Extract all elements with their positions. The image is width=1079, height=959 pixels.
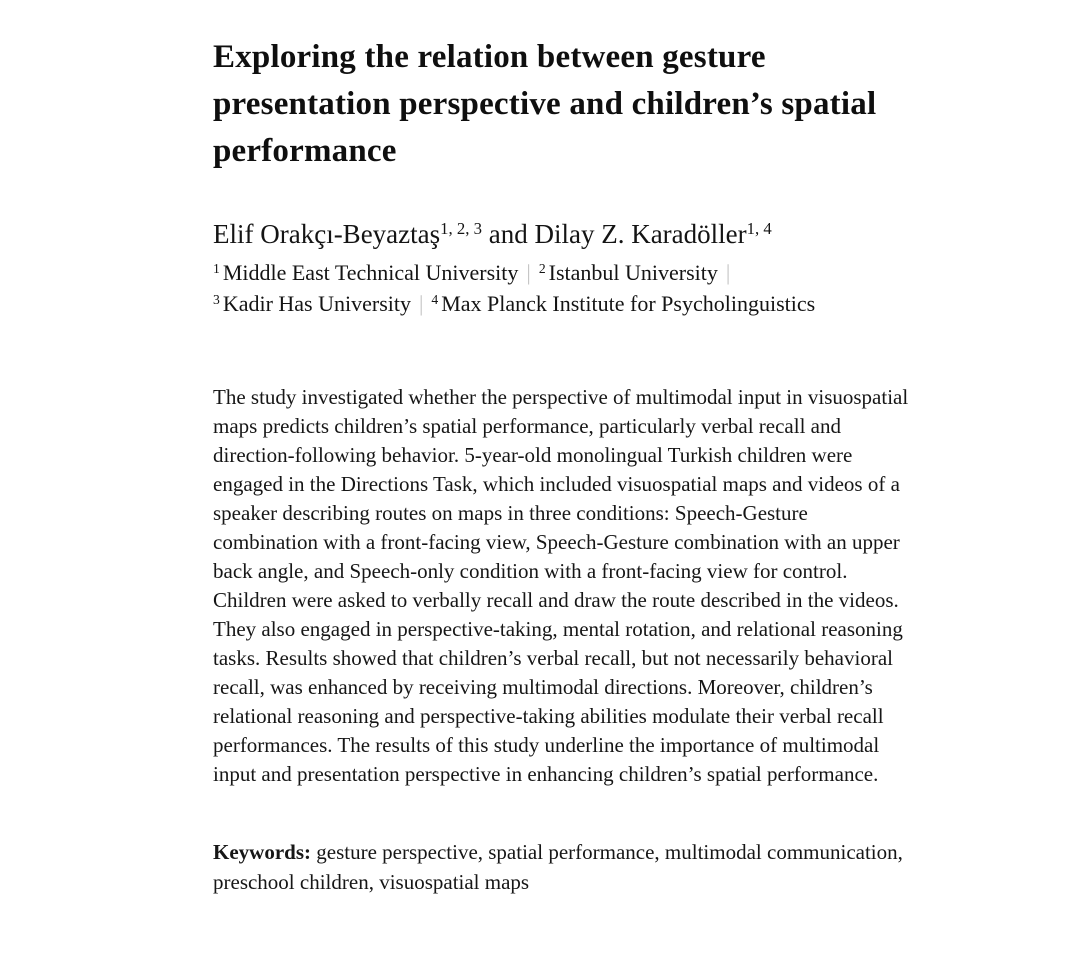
- author-2-name: Dilay Z. Karadöller: [534, 219, 747, 249]
- authors-conjunction: and: [481, 219, 535, 249]
- keywords-label: Keywords:: [213, 840, 311, 864]
- author-1-affiliation-superscript: 1, 2, 3: [440, 218, 482, 238]
- affiliation-4-name: Max Planck Institute for Psycholinguistics: [441, 291, 816, 316]
- paper-content-column: [213, 34, 913, 897]
- affiliation-separator: |: [526, 260, 531, 285]
- author-2-affiliation-superscript: 1, 4: [746, 218, 772, 238]
- affiliation-4-superscript: 4: [431, 291, 439, 307]
- affiliations-line-2: [213, 288, 913, 319]
- affiliations-block: [213, 257, 913, 319]
- affiliation-3-name: Kadir Has University: [222, 291, 411, 316]
- affiliation-1-name: Middle East Technical University: [222, 260, 519, 285]
- author-line: [213, 217, 913, 251]
- affiliation-separator: |: [419, 291, 424, 316]
- paper-title: Exploring the relation between gesture presentation perspective and children’s spatial performance: [213, 39, 877, 169]
- affiliation-2-name: Istanbul University: [548, 260, 718, 285]
- author-1-name: Elif Orakçı-Beyaztaş: [213, 219, 441, 249]
- affiliation-2-superscript: 2: [538, 260, 546, 276]
- affiliation-separator: |: [725, 260, 731, 285]
- keywords-text: gesture perspective, spatial performance, multimodal communication, preschool children, visuospatial maps: [213, 840, 903, 894]
- affiliation-1-superscript: 1: [213, 260, 220, 276]
- abstract-paragraph: The study investigated whether the perspective of multimodal input in visuospatial maps predicts children’s spatial performance, particularly verbal recall and direction-following behavior. 5-year-old monolingual Turkish children were engaged in the Directions Task, which included visuospatial maps and videos of a speaker describing routes on maps in three conditions: Speech-Gesture combination with a front-facing view, Speech-Gesture combination with an upper back angle, and Speech-only condition with a front-facing view for control. Children were asked to verbally recall and draw the route described in the videos. They also engaged in perspective-taking, mental rotation, and relational reasoning tasks. Results showed that children’s verbal recall, but not necessarily behavioral recall, was enhanced by receiving multimodal directions. Moreover, children’s relational reasoning and perspective-taking abilities modulate their verbal recall performances. The results of this study underline the importance of multimodal input and presentation perspective in enhancing children’s spatial performance.: [213, 385, 909, 786]
- affiliations-line-1: [213, 257, 913, 288]
- affiliation-3-superscript: 3: [213, 291, 220, 307]
- keywords-line: [213, 837, 913, 897]
